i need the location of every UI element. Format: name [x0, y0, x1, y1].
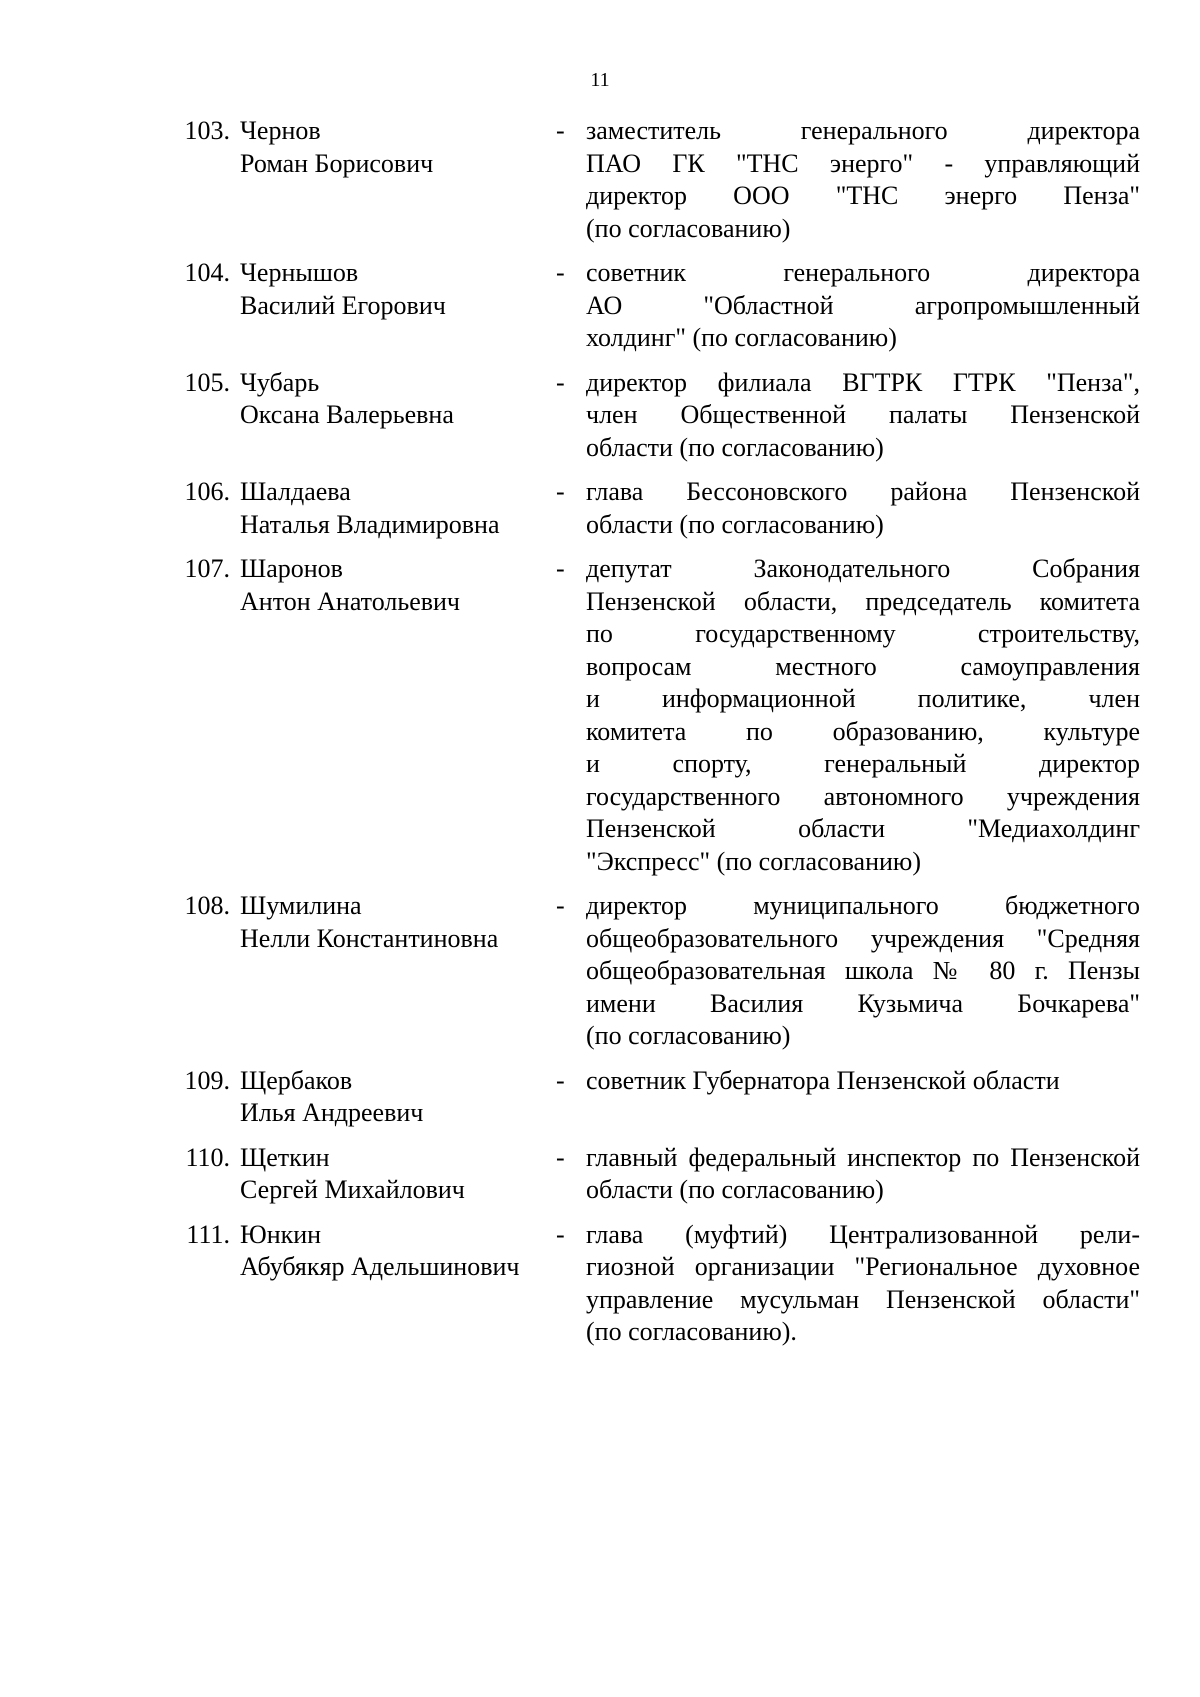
position-description [586, 1219, 1140, 1349]
position-description [586, 890, 1140, 1053]
list-item [168, 553, 1140, 878]
entry-dash: - [556, 1065, 565, 1095]
entry-number: 105. [184, 367, 230, 397]
description-line: "Экспресс" (по согласованию) [586, 846, 921, 876]
description-line: комитета по образованию, культуре [586, 716, 1140, 746]
entry-number: 108. [184, 891, 230, 920]
entry-number: 104. [184, 258, 230, 287]
description-line: советник генерального директора [586, 258, 1140, 287]
person-given-names: Илья Андреевич [240, 1098, 424, 1127]
description-line: вопросам местного самоуправления [586, 651, 1140, 681]
description-line: Пензенской области, председатель комитета [586, 586, 1140, 616]
person-given-names: Наталья Владимировна [240, 509, 500, 539]
description-line: и информационной политике, член [586, 684, 1140, 713]
description-line: АО "Областной агропромышленный [586, 290, 1140, 320]
position-description [586, 257, 1140, 355]
position-description [586, 115, 1140, 245]
list-item [168, 1142, 1140, 1207]
person-name [230, 1142, 556, 1207]
person-given-names: Нелли Константиновна [240, 923, 499, 953]
description-line: области (по согласованию) [586, 1175, 884, 1204]
description-line: глава Бессоновского района Пензенской [586, 477, 1140, 506]
description-line: главный федеральный инспектор по Пензенской [586, 1142, 1140, 1172]
description-line: имени Василия Кузьмича Бочкарева" [586, 988, 1140, 1018]
list-item [168, 367, 1140, 465]
list-item [168, 1219, 1140, 1349]
list-item [168, 115, 1140, 245]
page-number: 11 [590, 69, 610, 91]
entry-dash: - [556, 258, 565, 287]
description-line: член Общественной палаты Пензенской [586, 400, 1140, 429]
entry-dash: - [556, 477, 565, 506]
description-line: депутат Законодательного Собрания [586, 554, 1140, 583]
person-surname: Щеткин [240, 1142, 330, 1172]
description-line: общеобразовательная школа № 80 г. Пензы [586, 956, 1140, 985]
entry-dash: - [556, 367, 565, 397]
entry-number: 110. [185, 1142, 230, 1172]
description-line: и спорту, генеральный директор [586, 749, 1140, 778]
entry-number: 106. [184, 477, 230, 506]
description-line: заместитель генерального директора [586, 116, 1140, 145]
entry-number: 109. [184, 1065, 230, 1095]
position-description [586, 1142, 1140, 1207]
person-name [230, 476, 556, 541]
description-line: (по согласованию). [586, 1317, 797, 1346]
list-item [168, 890, 1140, 1053]
person-name [230, 1219, 556, 1284]
description-line: Пензенской области "Медиахолдинг [586, 814, 1140, 843]
person-given-names: Роман Борисович [240, 148, 434, 178]
person-surname: Шалдаева [240, 477, 351, 506]
description-line: общеобразовательного учреждения "Средняя [586, 923, 1140, 953]
description-line: области (по согласованию) [586, 432, 884, 462]
position-description [586, 476, 1140, 541]
description-line: (по согласованию) [586, 213, 791, 243]
person-given-names: Сергей Михайлович [240, 1175, 465, 1204]
description-line: директор ООО "ТНС энерго Пенза" [586, 181, 1140, 210]
person-name [230, 553, 556, 618]
person-name [230, 1065, 556, 1130]
person-given-names: Абубякяр Адельшинович [240, 1252, 520, 1281]
person-name [230, 257, 556, 322]
person-surname: Щербаков [240, 1065, 353, 1095]
description-line: управление мусульман Пензенской области" [586, 1284, 1140, 1314]
entry-number: 107. [184, 554, 230, 583]
position-description [586, 367, 1140, 465]
person-name [230, 115, 556, 180]
description-line: советник Губернатора Пензенской области [586, 1065, 1060, 1095]
person-given-names: Оксана Валерьевна [240, 400, 454, 429]
position-description [586, 553, 1140, 878]
description-line: гиозной организации "Региональное духовное [586, 1252, 1140, 1281]
person-surname: Юнкин [240, 1219, 322, 1249]
entry-number: 103. [184, 116, 230, 145]
position-description [586, 1065, 1140, 1098]
person-surname: Чубарь [240, 367, 320, 397]
entry-dash: - [556, 116, 565, 145]
description-line: государственного автономного учреждения [586, 781, 1140, 811]
person-surname: Шумилина [240, 891, 362, 920]
entry-number: 111. [186, 1219, 230, 1249]
person-given-names: Василий Егорович [240, 290, 446, 320]
person-given-names: Антон Анатольевич [240, 586, 460, 616]
description-line: ПАО ГК "ТНС энерго" - управляющий [586, 148, 1140, 178]
list-item [168, 1065, 1140, 1130]
entry-dash: - [556, 554, 565, 583]
person-name [230, 890, 556, 955]
list-item [168, 476, 1140, 541]
description-line: холдинг" (по согласованию) [586, 323, 897, 352]
member-list [168, 115, 1140, 1361]
entry-dash: - [556, 891, 565, 920]
description-line: области (по согласованию) [586, 509, 884, 539]
person-surname: Чернов [240, 116, 321, 145]
list-item [168, 257, 1140, 355]
entry-dash: - [556, 1219, 565, 1249]
person-name [230, 367, 556, 432]
description-line: директор филиала ВГТРК ГТРК "Пенза", [586, 367, 1140, 397]
person-surname: Чернышов [240, 258, 359, 287]
description-line: директор муниципального бюджетного [586, 891, 1140, 920]
entry-dash: - [556, 1142, 565, 1172]
person-surname: Шаронов [240, 554, 343, 583]
description-line: по государственному строительству, [586, 619, 1140, 648]
description-line: (по согласованию) [586, 1021, 791, 1050]
description-line: глава (муфтий) Централизованной рели- [586, 1219, 1140, 1249]
